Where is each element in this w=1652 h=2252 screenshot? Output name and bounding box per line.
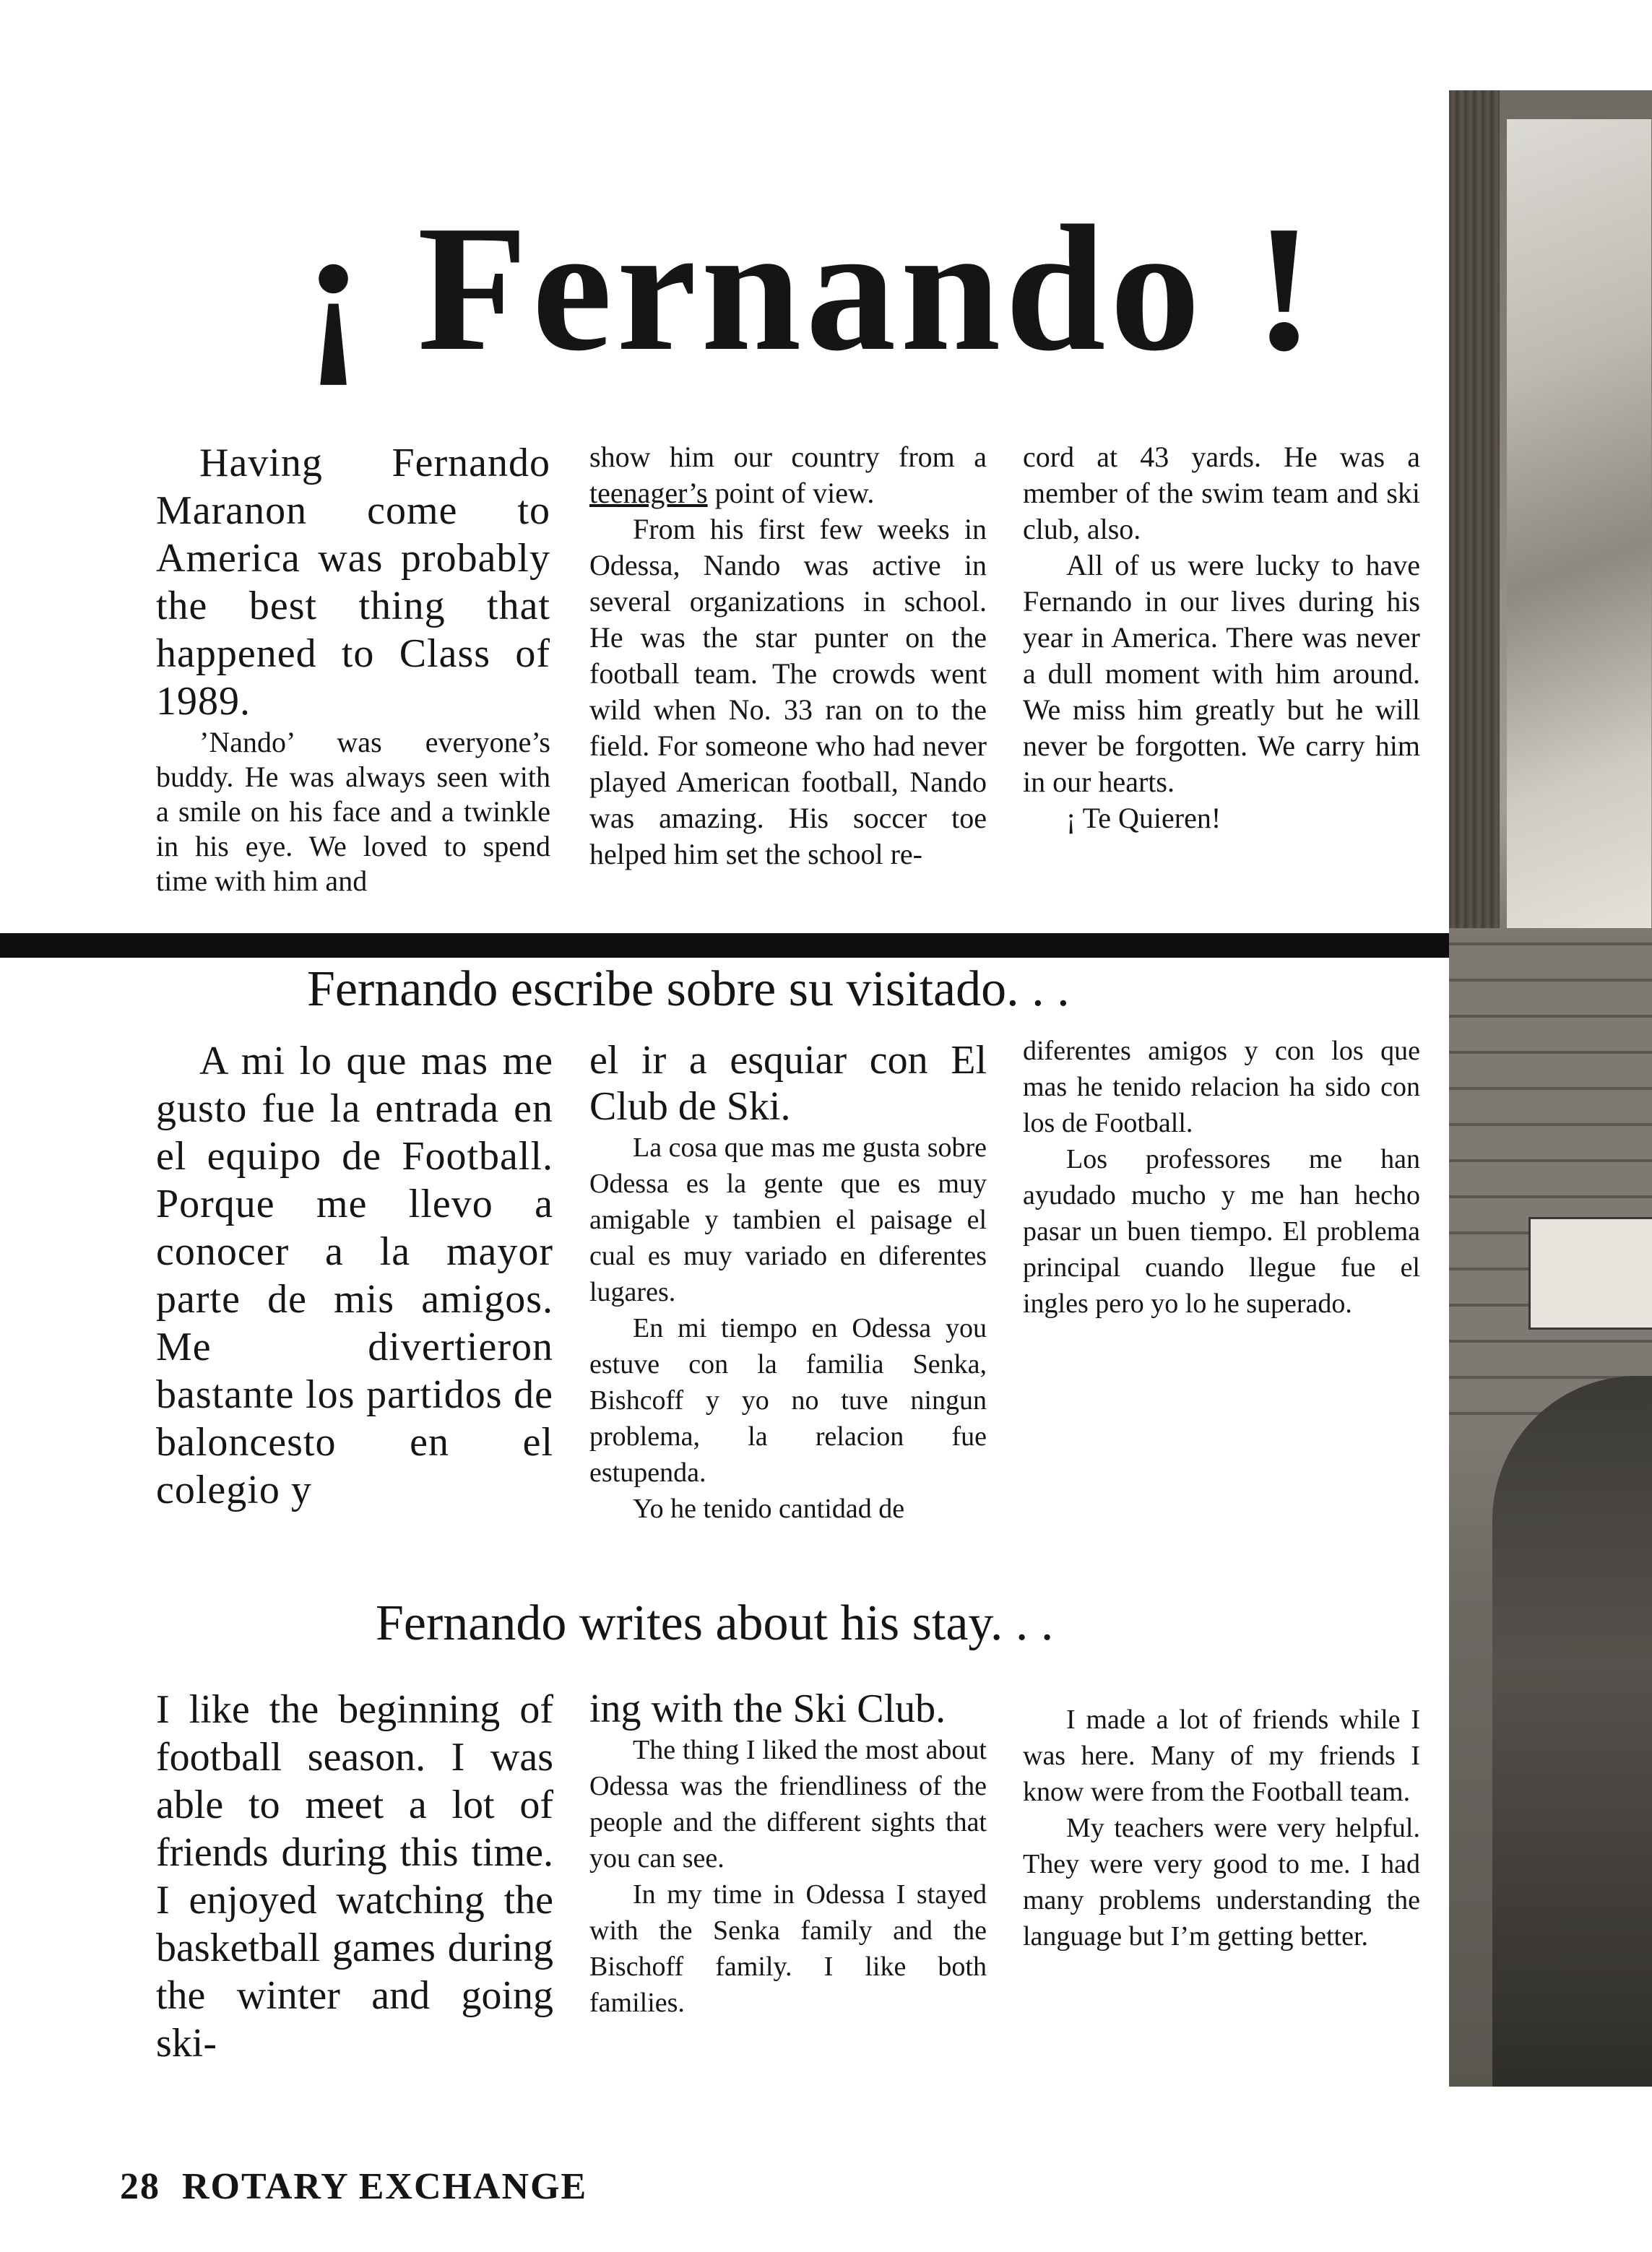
body-paragraph: My teachers were very helpful. They were very good to me. I had many problems understanding the language but I’m getting better.: [1023, 1813, 1420, 1952]
body-paragraph: La cosa que mas me gusta sobre Odessa es la gente que es muy amigable y tambien el paisage el cual es muy variado en diferentes lugares.: [589, 1133, 987, 1307]
body-paragraph: I like the beginning of football season. I was able to meet a lot of friends during this time. I enjoyed watching the basketball games during the winter and going ski-: [156, 1687, 553, 2066]
text-span: show him our country from a: [589, 441, 987, 473]
section-heading-spanish: Fernando escribe sobre su visitado. . .: [307, 961, 1070, 1017]
body-paragraph: cord at 43 yards. He was a member of the swim team and ski club, also.: [1023, 441, 1420, 545]
section-heading-english: Fernando writes about his stay. . .: [376, 1595, 1054, 1651]
photo-door: [1449, 90, 1500, 928]
english-column-2: [589, 1686, 987, 2021]
photo-person: [1492, 1376, 1652, 2087]
body-paragraph: Los professores me han ayudado mucho y me han hecho pasar un buen tiempo. El problema principal cuando llegue fue el ingles pero yo lo he superado.: [1023, 1144, 1420, 1319]
photo-strip: [1449, 90, 1652, 2087]
page-number: 28: [120, 2166, 160, 2207]
closing-line: ¡ Te Quieren!: [1066, 802, 1221, 834]
section-divider: [0, 933, 1459, 958]
article-column-3: [1023, 439, 1420, 836]
underlined-word: teenager’s: [589, 477, 708, 509]
body-paragraph: ’Nando’ was everyone’s buddy. He was always seen with a smile on his face and a twinkle in his eye. We loved to spend time with him and: [156, 726, 550, 897]
body-paragraph: The thing I liked the most about Odessa was the friendliness of the people and the different sights that you can see.: [589, 1735, 987, 1874]
body-paragraph: [589, 439, 987, 511]
english-column-3: [1023, 1702, 1420, 1954]
body-paragraph: ing with the Ski Club.: [589, 1686, 946, 1731]
spanish-column-1: [156, 1037, 553, 1514]
page-footer: [120, 2165, 587, 2208]
photo-poster: [1507, 119, 1651, 928]
body-paragraph: All of us were lucky to have Fernando in our lives during his year in America. There was never a dull moment with him around. We miss him greatly but he will never be forgotten. We carry him in our hearts.: [1023, 549, 1420, 798]
spanish-column-3: [1023, 1033, 1420, 1322]
body-paragraph: diferentes amigos y con los que mas he tenido relacion ha sido con los de Football.: [1023, 1036, 1420, 1138]
photo-brick-wall: [1449, 943, 1652, 1448]
body-paragraph: Yo he tenido cantidad de: [633, 1494, 905, 1524]
text-span: point of view.: [707, 477, 875, 509]
publication-name: ROTARY EXCHANGE: [182, 2166, 588, 2207]
body-paragraph: En mi tiempo en Odessa you estuve con la familia Senka, Bishcoff y yo no tuve ningun problema, la relacion fue estupenda.: [589, 1313, 987, 1488]
lead-paragraph: Having Fernando Maranon come to America was probably the best thing that happened to Class of 1989.: [156, 441, 550, 724]
body-paragraph: In my time in Odessa I stayed with the Senka family and the Bischoff family. I like both families.: [589, 1879, 987, 2018]
body-paragraph: A mi lo que mas me gusto fue la entrada en el equipo de Football. Porque me llevo a conocer a la mayor parte de mis amigos. Me divertieron bastante los partidos de baloncesto en el colegio y: [156, 1039, 553, 1512]
english-column-1: [156, 1686, 553, 2067]
body-paragraph: I made a lot of friends while I was here. Many of my friends I know were from the Football team.: [1023, 1705, 1420, 1807]
body-paragraph: From his first few weeks in Odessa, Nando was active in several organizations in school. He was the star punter on the football team. The crowds went wild when No. 33 ran on to the field. For someone who had never played American football, Nando was amazing. His soccer toe helped him set the school re-: [589, 513, 987, 870]
article-column-2: [589, 439, 987, 872]
photo-sign: [1528, 1217, 1652, 1330]
article-column-1: [156, 439, 550, 898]
body-paragraph: el ir a esquiar con El Club de Ski.: [589, 1038, 987, 1129]
spanish-column-2: [589, 1037, 987, 1527]
page-title: ¡ Fernando !: [303, 189, 1319, 389]
